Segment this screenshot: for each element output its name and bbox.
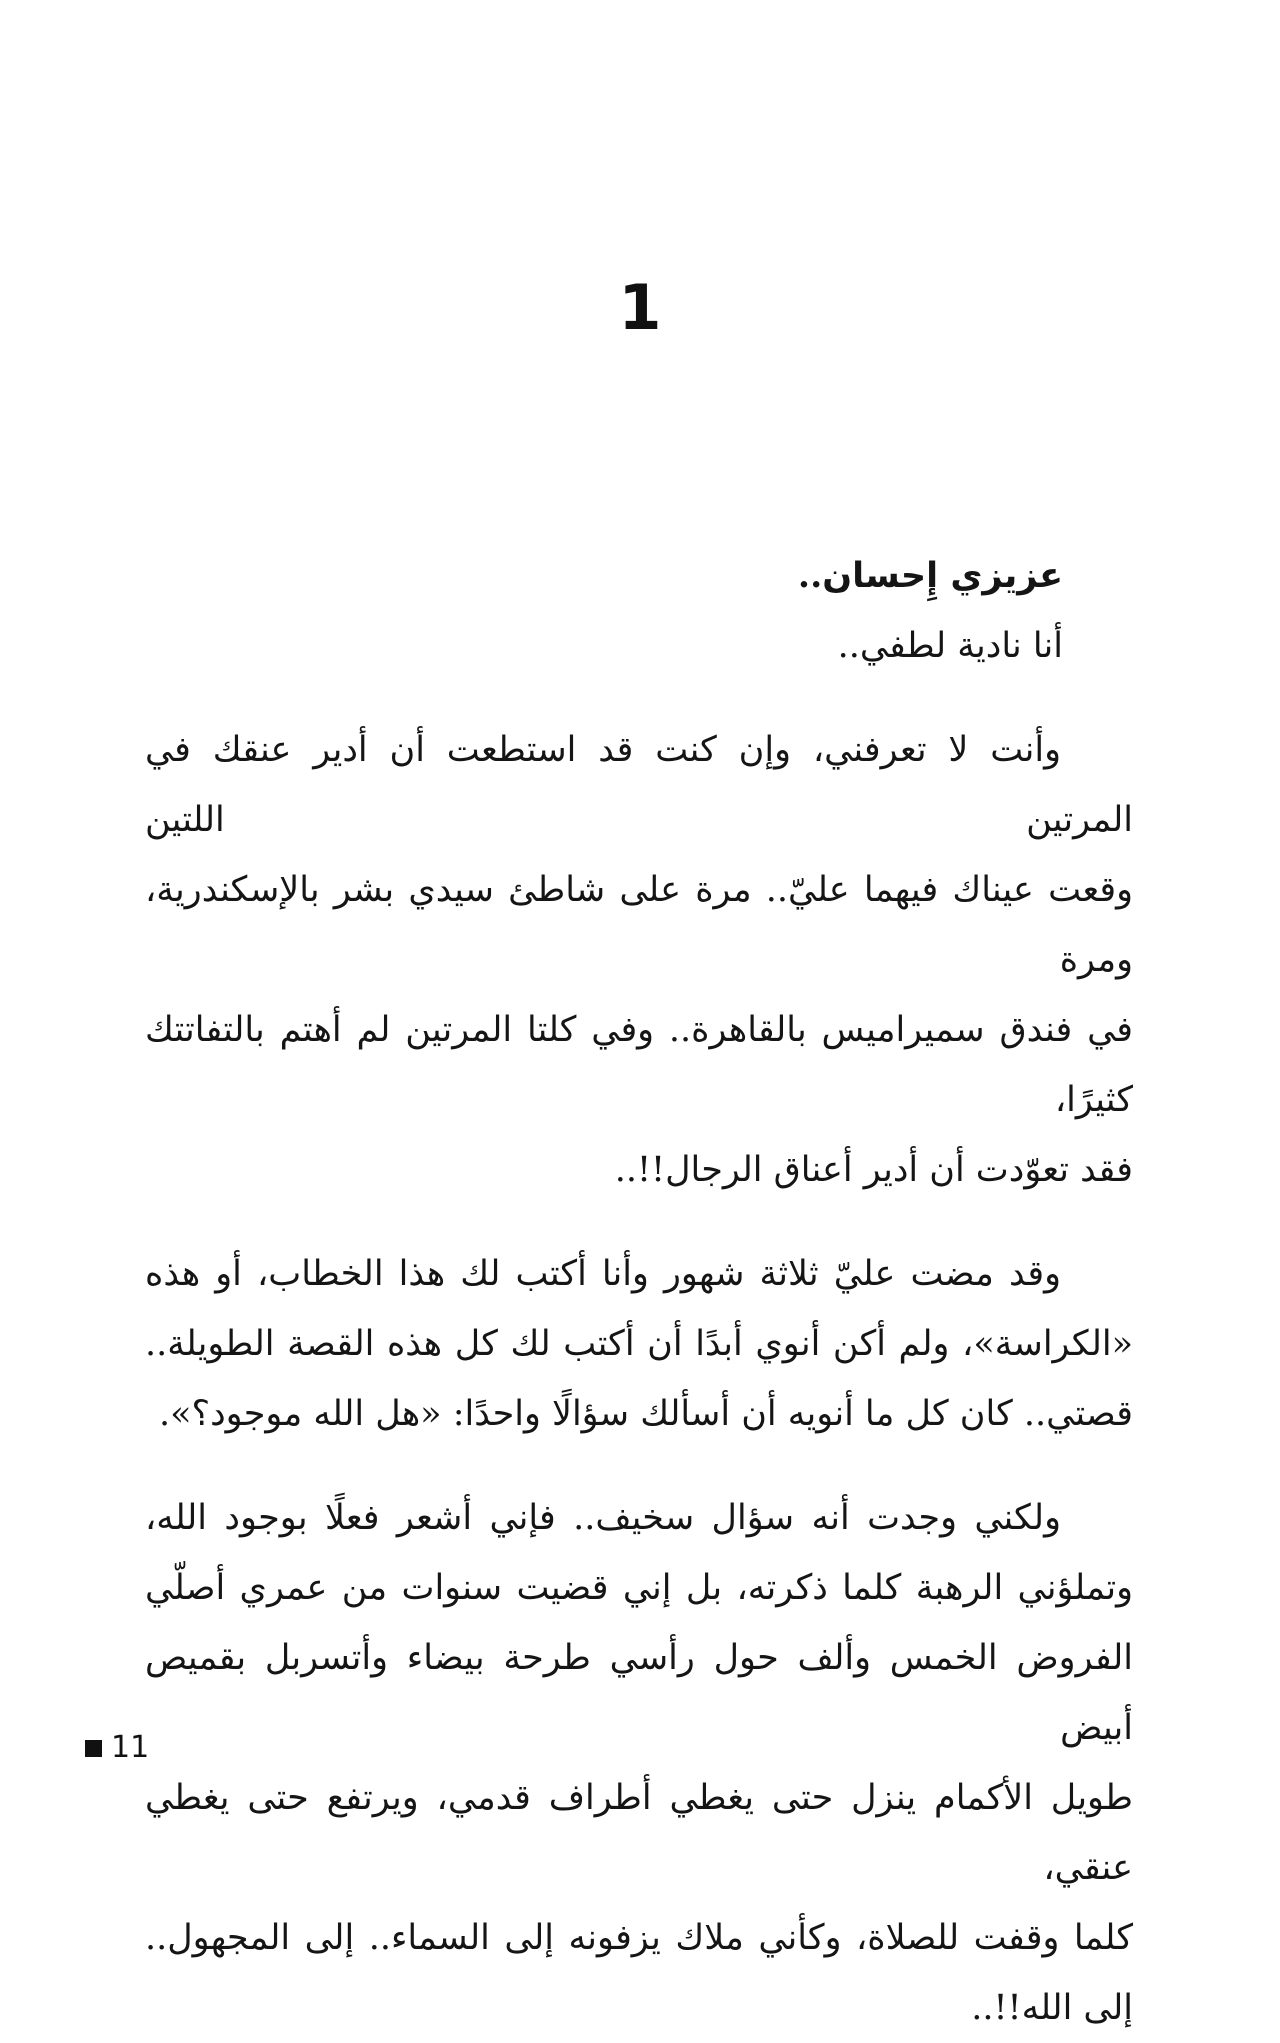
paragraph [145, 1483, 1133, 2043]
page-footer [85, 1731, 149, 1765]
paragraph-line: وأنت لا تعرفني، وإن كنت قد استطعت أن أدير عنقك في المرتين اللتين [145, 730, 1133, 840]
paragraph-line: قصتي.. كان كل ما أنويه أن أسألك سؤالًا واحدًا: «هل الله موجود؟». [158, 1394, 1133, 1434]
paragraph-line: وتملؤني الرهبة كلما ذكرته، بل إني قضيت سنوات من عمري أصلّي [145, 1568, 1133, 1608]
paragraph-line: الفروض الخمس وألف حول رأسي طرحة بيضاء وأتسربل بقميص أبيض [145, 1638, 1133, 1748]
paragraph [145, 1239, 1133, 1449]
paragraph-line: وقد مضت عليّ ثلاثة شهور وأنا أكتب لك هذا الخطاب، أو هذه [145, 1254, 1061, 1294]
chapter-number: 1 [618, 271, 662, 344]
paragraph-line: طويل الأكمام ينزل حتى يغطي أطراف قدمي، ويرتفع حتى يغطي عنقي، [145, 1778, 1133, 1888]
paragraph-line: فقد تعوّدت أن أدير أعناق الرجال!!.. [614, 1150, 1133, 1190]
paragraph-line: ولكني وجدت أنه سؤال سخيف.. فإني أشعر فعلًا بوجود الله، [145, 1498, 1061, 1538]
page-number: 11 [111, 1730, 150, 1765]
paragraph-line: كلما وقفت للصلاة، وكأني ملاك يزفونه إلى السماء.. إلى المجهول.. [145, 1918, 1133, 1958]
paragraph-line: «الكراسة»، ولم أكن أنوي أبدًا أن أكتب لك كل هذه القصة الطويلة.. [145, 1324, 1133, 1364]
page-marker-square-icon [85, 1740, 102, 1757]
paragraph-line: في فندق سميراميس بالقاهرة.. وفي كلتا المرتين لم أهتم بالتفاتتك كثيرًا، [145, 1010, 1133, 1120]
paragraph-line: إلى الله!!.. [971, 1988, 1133, 2028]
letter-sender-intro: أنا نادية لطفي.. [837, 626, 1063, 666]
letter-body [145, 541, 1133, 2043]
paragraph-line: وقعت عيناك فيهما عليّ.. مرة على شاطئ سيدي بشر بالإسكندرية، ومرة [145, 870, 1133, 980]
letter-salutation: عزيزي إِحسان.. [797, 555, 1063, 596]
paragraph [145, 715, 1133, 1205]
